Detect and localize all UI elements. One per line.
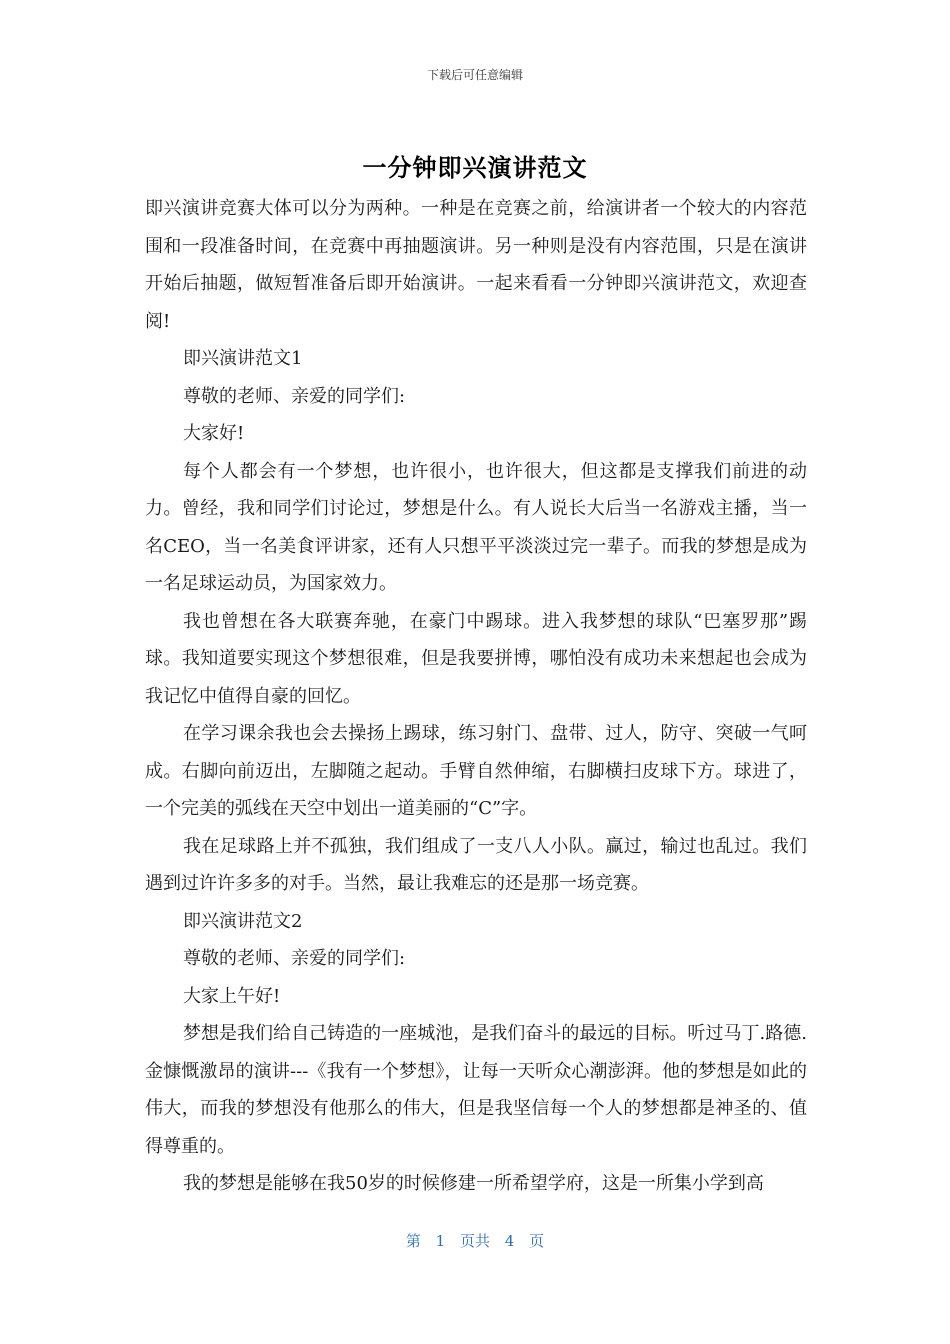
paragraph: 即兴演讲范文1: [183, 348, 303, 369]
paragraph: 梦想是我们给自己铸造的一座城池，是我们奋斗的最远的目标。听过马丁.路德.金慷慨激昂的演讲---《我有一个梦想》，让每一天听众心潮澎湃。他的梦想是如此的伟大，而我的梦想没有他那么的伟大，但是我坚信每一个人的梦想都是神圣的、值得尊重的。: [145, 1023, 807, 1157]
paragraph: 大家上午好!: [183, 985, 281, 1007]
paragraph: 大家好!: [183, 423, 245, 444]
paragraph: 我在足球路上并不孤独，我们组成了一支八人小队。赢过，输过也乱过。我们遇到过许许多多的对手。当然，最让我难忘的还是那一场竞赛。: [145, 835, 807, 894]
paragraph: 即兴演讲竞赛大体可以分为两种。一种是在竞赛之前，给演讲者一个较大的内容范围和一段准备时间，在竞赛中再抽题演讲。另一种则是没有内容范围，只是在演讲开始后抽题，做短暂准备后即开始演讲。一起来看看一分钟即兴演讲范文，欢迎查阅!: [145, 198, 807, 332]
paragraph: 即兴演讲范文2: [183, 910, 303, 932]
paragraph: 我也曾想在各大联赛奔驰，在豪门中踢球。进入我梦想的球队“巴塞罗那”踢球。我知道要实现这个梦想很难，但是我要拼博，哪怕没有成功未来想起也会成为我记忆中值得自豪的回忆。: [145, 610, 807, 707]
paragraph: 尊敬的老师、亲爱的同学们:: [183, 385, 406, 407]
document-title: 一分钟即兴演讲范文: [362, 154, 588, 182]
paragraph: 在学习课余我也会去操扬上踢球，练习射门、盘带、过人，防守、突破一气呵成。右脚向前迈出，左脚随之起动。手臂自然伸缩，右脚横扫皮球下方。球进了，一个完美的弧线在天空中划出一道美丽的“C”字。: [145, 723, 807, 819]
paragraph: 每个人都会有一个梦想，也许很小，也许很大，但这都是支撑我们前进的动力。曾经，我和同学们讨论过，梦想是什么。有人说长大后当一名游戏主播，当一名CEO，当一名美食评讲家，还有人只想平平淡淡过完一辈子。而我的梦想是成为一名足球运动员，为国家效力。: [145, 460, 807, 594]
header-note: 下载后可任意编辑: [426, 68, 523, 82]
paragraph: 尊敬的老师、亲爱的同学们:: [183, 948, 406, 969]
page-footer: 第 1 页共 4 页: [405, 1232, 545, 1250]
paragraph: 我的梦想是能够在我50岁的时候修建一所希望学府，这是一所集小学到高: [183, 1173, 764, 1194]
document-body: [145, 190, 807, 1203]
